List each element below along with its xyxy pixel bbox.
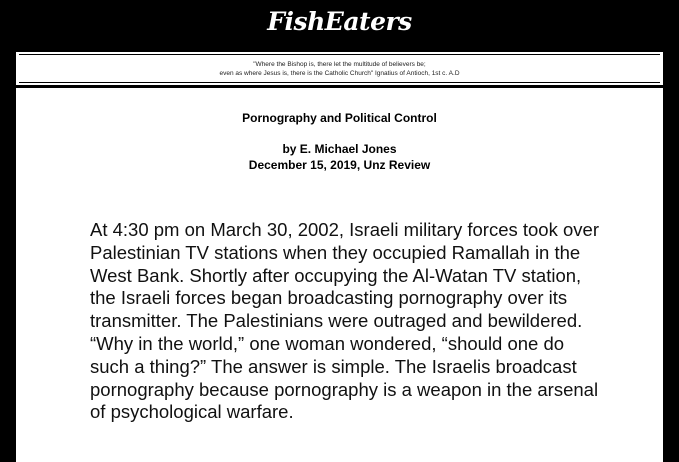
article-date-source: December 15, 2019, Unz Review — [248, 158, 431, 172]
article-paragraph: At 4:30 pm on March 30, 2002, Israeli military forces took over Palestinian TV stations when they occupied Ramallah in the West Bank. Shortly after occupying the Al-Watan TV station, the Israeli forces began broadcasting pornography over its transmitter. The Palestinians were outraged and bewildered. “Why in the world,” one woman wondered, “should one do such a thing?” The answer is simple. The Israelis broadcast pornography because pornography is a weapon in the arsenal of psychological warfare. — [90, 219, 599, 423]
article-container — [16, 88, 663, 462]
quote-banner — [16, 52, 663, 85]
quote-line-2: even as where Jesus is, there is the Catholic Church" Ignatius of Antioch, 1st c. A.D — [219, 69, 460, 77]
quote-banner-inner — [19, 54, 660, 83]
site-logo[interactable]: FishEaters — [267, 6, 412, 36]
site-header — [0, 0, 679, 48]
article-title: Pornography and Political Control — [242, 111, 437, 125]
quote-line-1: "Where the Bishop is, there let the multitude of believers be; — [253, 60, 426, 68]
article-byline — [16, 141, 663, 173]
article-author: by E. Michael Jones — [282, 142, 397, 156]
